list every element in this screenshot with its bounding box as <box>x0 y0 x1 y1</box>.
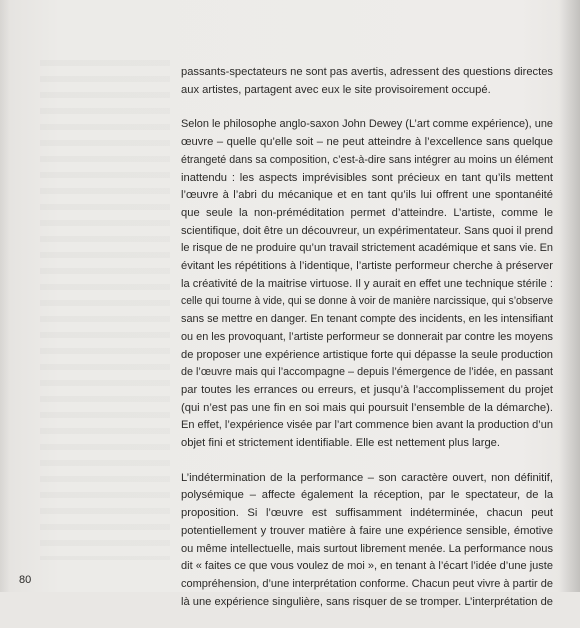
text-line: sans se mettre en danger. En tenant compte des incidents, en les intensifiant <box>181 313 554 326</box>
text-line: proposition. Si l’œuvre est suffisamment indéterminée, chacun peut <box>181 507 554 520</box>
text-line: aux artistes, partagent avec eux le site provisoirement occupé. <box>181 83 491 96</box>
paragraph-gap <box>181 99 553 116</box>
text-line: (qui n’est pas une fin en soi mais qui poursuit l’ensemble de la démarche). <box>181 401 553 414</box>
gutter-shadow <box>558 0 580 592</box>
text-line: L’indétermination de la performance – son caractère ouvert, non définitif, <box>181 471 553 484</box>
text-line: objet fini et strictement identifiable. Elle est nettement plus large. <box>181 437 501 450</box>
paragraph-3 <box>181 470 553 612</box>
text-line: le risque de ne produire qu’un travail strictement académique et sans vie. En <box>181 242 553 255</box>
text-line: scientifique, doit être un découvreur, un expérimentateur. Sans quoi il prend <box>181 224 554 237</box>
text-line: l’œuvre à l’abri du mécanique et en tant qu’ils lui offrent une spontanéité <box>181 189 554 202</box>
text-line: la créativité de la maitrise virtuose. Il y aurait en effet une technique stérile : <box>181 277 554 290</box>
text-line: passants-spectateurs ne sont pas avertis, adressent des questions directes <box>181 66 554 78</box>
text-line: évitant les répétitions à l’identique, l’artiste performeur cherche à préserver <box>181 260 553 273</box>
text-line: dit « faites ce que vous voulez de moi », en tenant à l’écart l’idée d’une juste <box>181 560 554 573</box>
paragraph-2 <box>181 116 553 452</box>
text-line: par toutes les errances ou erreurs, et jusqu’à l’accomplissement du projet <box>181 383 553 396</box>
text-line: de l’œuvre mais qui l’accompagne – depuis l’émergence de l’idée, en passant <box>181 366 554 379</box>
text-line: celle qui tourne à vide, qui se donne à voir de manière narcissique, qui s’observe <box>181 295 553 308</box>
show-through-text <box>40 60 170 560</box>
text-line: potentiellement y trouver matière à faire une expérience sensible, émotive <box>181 524 554 537</box>
page-number: 80 <box>19 574 32 586</box>
text-line: de proposer une expérience artistique forte qui dépasse la seule production <box>181 348 554 361</box>
text-line: œuvre – quelle qu’elle soit – ne peut atteindre à l’excellence sans quelque <box>181 136 553 149</box>
text-line: ou en les provoquant, l’artiste performeur se donnerait par contre les moyens <box>181 330 554 343</box>
paragraph-1 <box>181 64 553 99</box>
text-line: Selon le philosophe anglo-saxon John Dewey (L’art comme expérience), une <box>181 118 554 131</box>
text-line: polysémique – affecte également la réception, par le spectateur, de la <box>181 489 554 502</box>
text-line: compréhension, d’une interprétation conforme. Chacun peut vivre à partir de <box>181 577 553 590</box>
text-line: ou même intellectuelle, mais surtout librement menée. La performance nous <box>181 542 553 555</box>
text-column <box>181 64 553 628</box>
text-line: inattendu : les aspects imprévisibles sont précieux en tant qu’ils mettent <box>181 171 553 184</box>
text-line: que seule la non-préméditation permet d’atteindre. L’artiste, comme le <box>181 206 553 219</box>
text-line: En effet, l’expérience visée par l’art commence bien avant la production d’un <box>181 419 554 432</box>
text-line: là une expérience singulière, sans risquer de se tromper. L’interprétation de <box>181 595 553 608</box>
text-line: étrangeté dans sa composition, c’est-à-dire sans intégrer au moins un élément <box>181 153 553 166</box>
